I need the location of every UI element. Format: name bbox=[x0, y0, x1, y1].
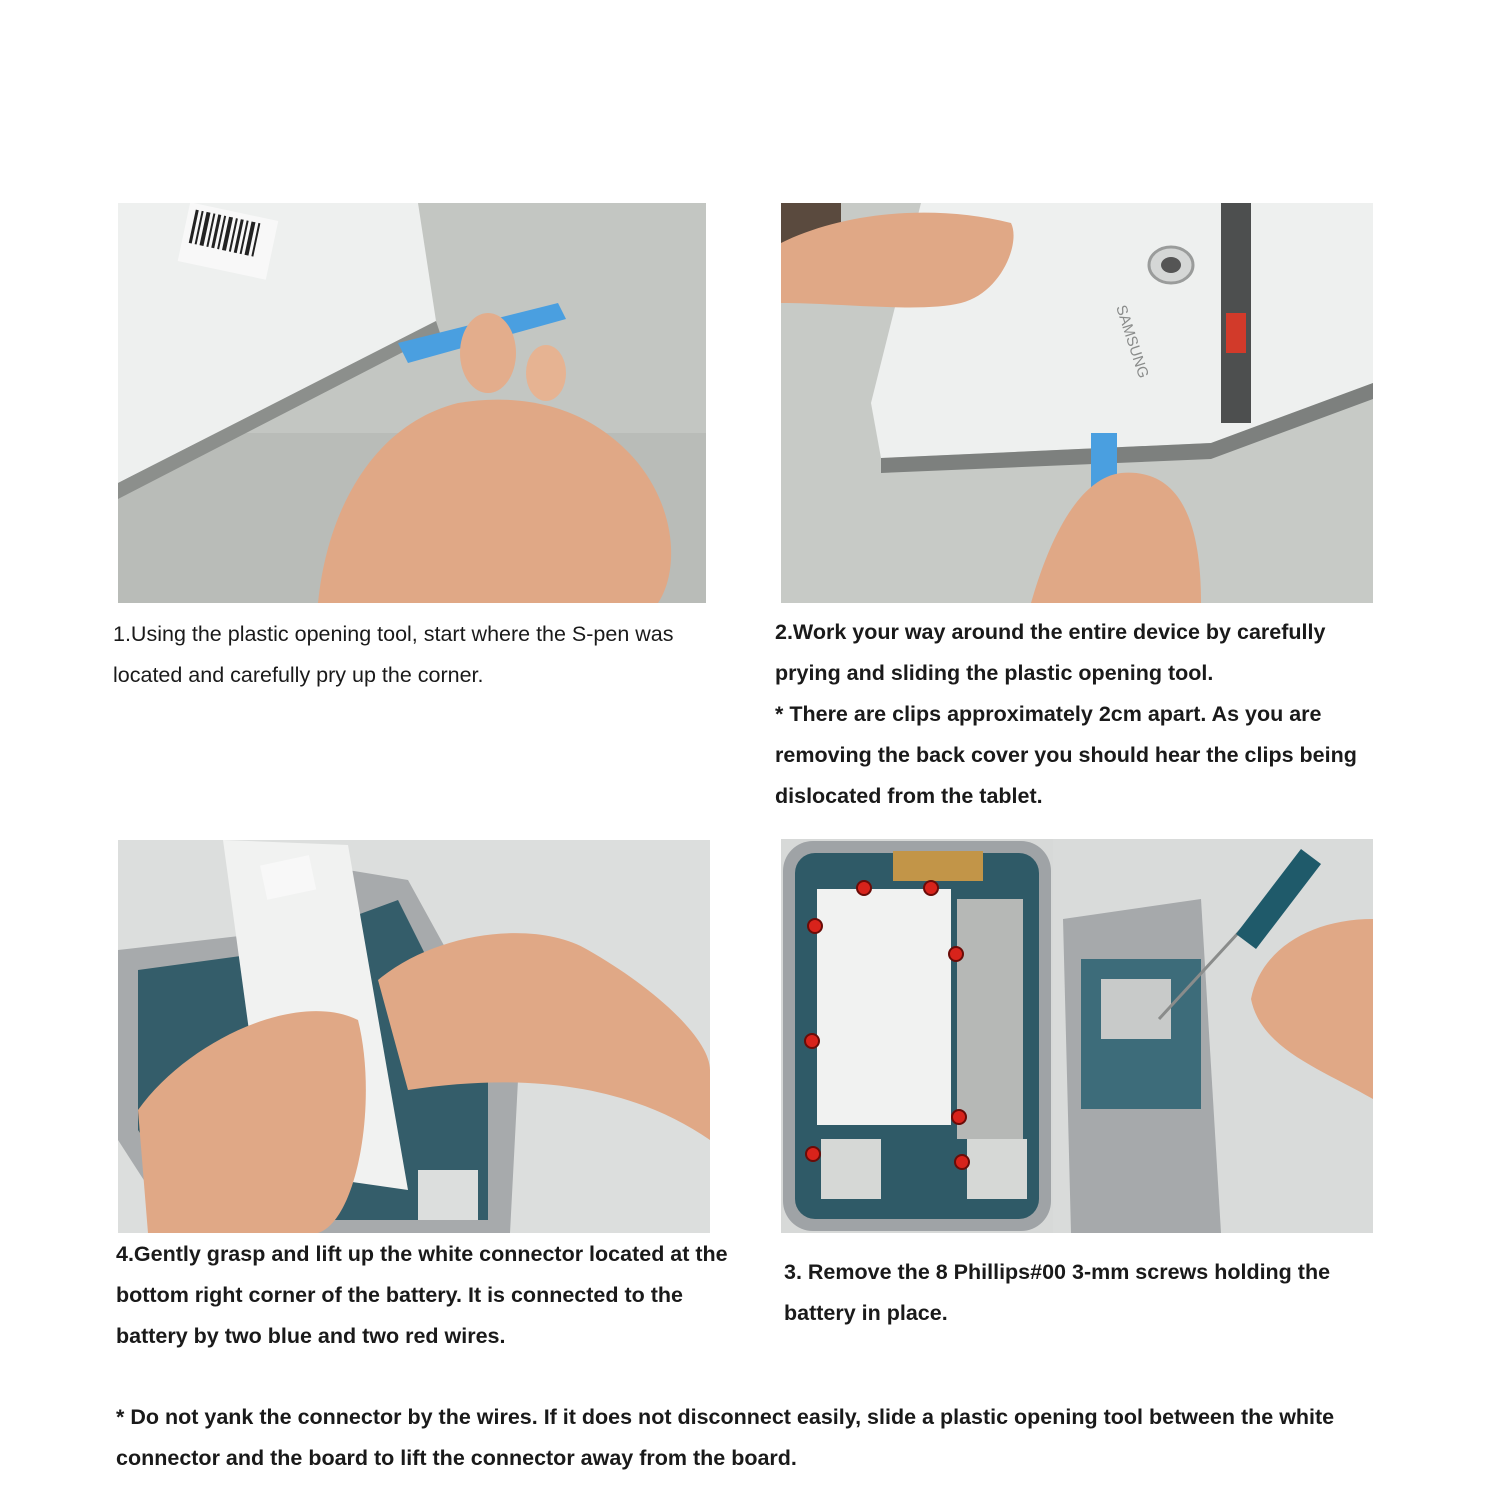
footer-note bbox=[116, 1397, 1381, 1479]
step-3-text: 3. Remove the 8 Phillips#00 3-mm screws holding the battery in place. bbox=[784, 1260, 1331, 1325]
step-2-note: * There are clips approximately 2cm apart. As you are removing the back cover you should hear the clips being dislocated from the tablet. bbox=[775, 702, 1357, 808]
screw-1 bbox=[857, 881, 871, 895]
step-2-text: 2.Work your way around the entire device by carefully prying and sliding the plastic opening tool. bbox=[775, 620, 1326, 685]
photo-step-2 bbox=[781, 203, 1373, 603]
caption-step-4 bbox=[116, 1234, 738, 1357]
battery bbox=[817, 889, 951, 1125]
footer-note-text: * Do not yank the connector by the wires. If it does not disconnect easily, slide a plastic opening tool between the white connector and the board to lift the connector away from the board. bbox=[116, 1405, 1335, 1470]
screw-8 bbox=[955, 1155, 969, 1169]
screw-2 bbox=[924, 881, 938, 895]
step-4-text: 4.Gently grasp and lift up the white connector located at the bottom right corner of the battery. It is connected to the battery by two blue and two red wires. bbox=[116, 1242, 728, 1348]
screw-3 bbox=[808, 919, 822, 933]
photo-step-1 bbox=[118, 203, 706, 603]
screw-4 bbox=[949, 947, 963, 961]
photo-step-3 bbox=[781, 839, 1373, 1233]
step-1-text: 1.Using the plastic opening tool, start where the S-pen was located and carefully pry up the corner. bbox=[113, 622, 674, 687]
screw-6 bbox=[952, 1110, 966, 1124]
caption-step-1 bbox=[113, 614, 713, 696]
screw-7 bbox=[806, 1147, 820, 1161]
photo-step-4 bbox=[118, 840, 710, 1233]
caption-step-2 bbox=[775, 612, 1377, 817]
screw-5 bbox=[805, 1034, 819, 1048]
samsung-logo: SAMSUNG bbox=[1112, 302, 1152, 381]
caption-step-3 bbox=[784, 1252, 1386, 1334]
